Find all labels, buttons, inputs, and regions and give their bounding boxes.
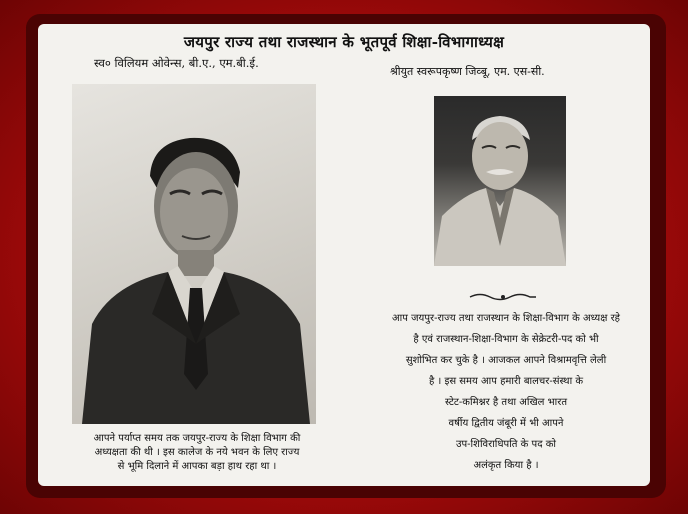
right-description-line: अलंकृत किया है । [473,460,539,471]
page-title: जयपुर राज्य तथा राजस्थान के भूतपूर्व शिक्षा-विभागाध्यक्ष [183,33,505,51]
ornament-divider [468,292,538,302]
right-portrait-description [356,308,656,476]
left-portrait-description [66,432,328,474]
right-description-line: स्टेट-कमिश्नर है तथा अखिल भारत [444,397,568,408]
left-portrait-photo [72,84,316,424]
right-description-line: उप-शिविराधिपति के पद को [456,439,556,450]
right-description-line: सुशोभित कर चुके है । आजकल आपने विश्रामवृत्ति लेली [405,355,607,366]
right-description-line: वर्षीय द्वितीय जंबूरी में भी आपने [448,418,564,429]
right-description-line: है एवं राजस्थान-शिक्षा-विभाग के सेक्रेटरी-पद को भी [413,334,599,345]
left-portrait-caption: स्व० विलियम ओवेन्स, बी.ए., एम.बी.ई. [94,56,259,70]
scanned-page [38,24,650,486]
right-description-line: आप जयपुर-राज्य तथा राजस्थान के शिक्षा-विभाग के अध्यक्ष रहे [392,313,620,324]
left-description-line: से भूमि दिलाने में आपका बड़ा हाथ रहा था । [117,461,277,472]
left-description-line: अध्यक्षता की थी । इस कालेज के नये भवन के लिए राज्य [94,447,300,458]
right-portrait-caption: श्रीयुत स्वरूपकृष्ण जिव्बू, एम. एस-सी. [390,65,545,78]
right-portrait-photo [434,96,566,266]
right-description-line: है । इस समय आप हमारी बालचर-संस्था के [428,376,584,387]
left-description-line: आपने पर्याप्त समय तक जयपुर-राज्य के शिक्षा विभाग की [93,433,301,444]
